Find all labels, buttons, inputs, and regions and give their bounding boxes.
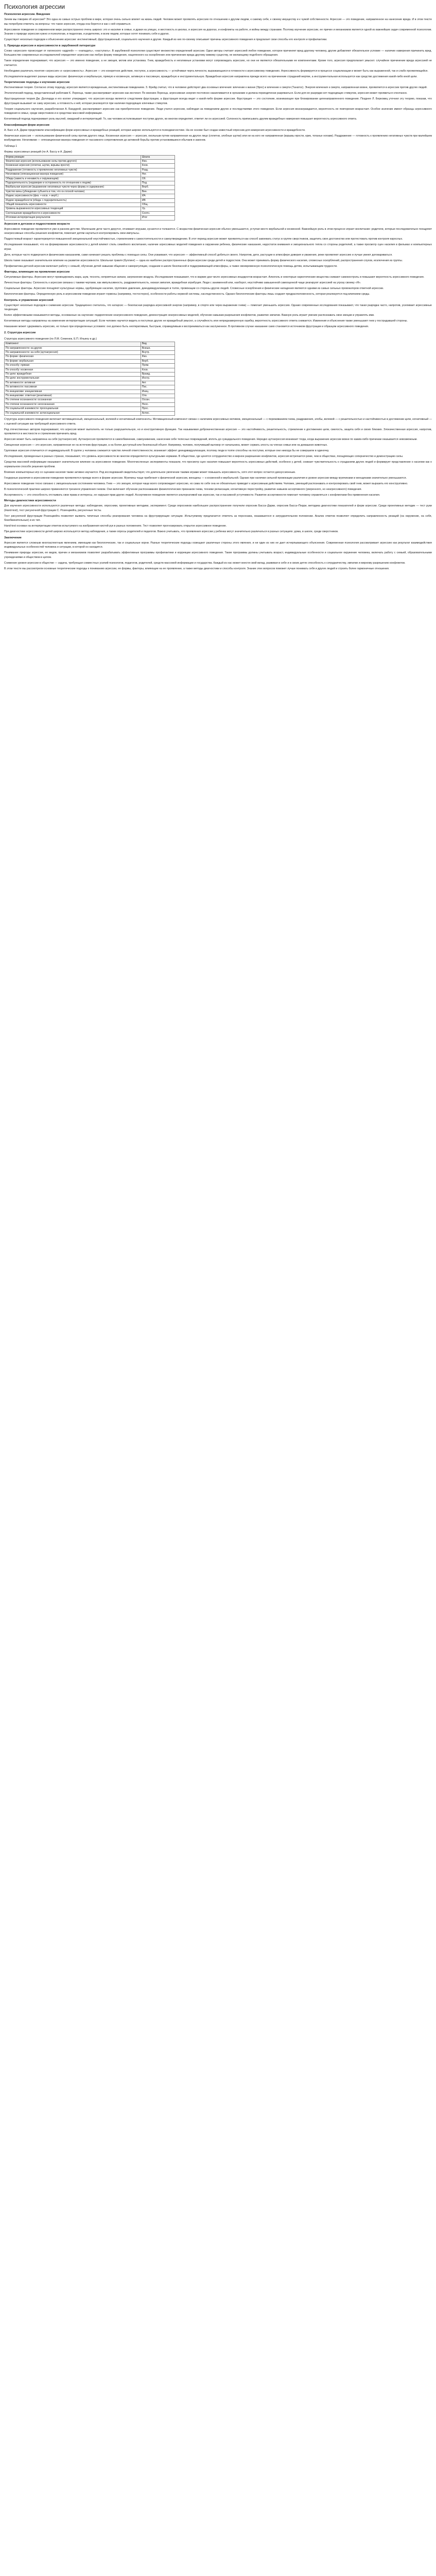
table-row <box>5 381 175 385</box>
table-cell: Разд. <box>141 168 175 172</box>
table-cell: Негативизм (оппозиционная манера поведения) <box>5 173 141 177</box>
table-row <box>5 342 175 346</box>
table-2-label: Структура агрессивного поведения (по Л.М. Семенюк, Е.П. Ильину и др.) <box>4 337 97 341</box>
section-heading: Психология агрессии. Введение <box>4 13 50 16</box>
section-heading: Классификация форм агрессии <box>4 123 49 127</box>
sections-part-2 <box>4 222 432 329</box>
paragraph: Инстинктивная теория. Согласно этому подходу, агрессия является врожденным, инстинктивным поведением. З. Фрейд считал, что в человеке действуют два основных влечения: влечение к жизни (Эрос) и влечение к смерти (Танатос). Энергия влечения к смерти, направленная вовне, проявляется в агрессии против других людей. <box>4 86 428 89</box>
table-cell: Соотн. <box>141 211 175 215</box>
paragraph: Биологические факторы. Определенную роль в агрессивном поведении играют гормоны (например, тестостерон), особенности работы нервной системы, наследственность. Однако биологические факторы лишь создают предрасположенность, которая реализуется под влиянием среды. <box>4 293 370 296</box>
table-row <box>5 181 175 185</box>
paragraph: При диагностике агрессивности детей широко используется метод наблюдения, а также опросы родителей и педагогов. Важно учитывать, что проявления агрессии у ребенка могут значительно различаться в разных ситуациях: дома, в школе, среди сверстников. <box>4 530 339 533</box>
table-row <box>5 364 175 368</box>
table-row <box>5 168 175 172</box>
table-row <box>5 164 175 168</box>
table-cell: По направленности: на других <box>5 346 141 350</box>
table-cell: По цели: враждебная <box>5 372 141 376</box>
table-row <box>5 350 175 354</box>
table-cell: Индекс враждебности (обида + подозрительность) <box>5 198 141 202</box>
table-cell: Внутр. <box>141 350 175 354</box>
table-cell: Уровень выраженности агрессивных тенденций <box>5 207 141 211</box>
paragraph: Исследователи выделяют разные виды агрессии: физическую и вербальную, прямую и косвенную, активную и пассивную, враждебную и инструментальную. Враждебная агрессия направлена прежде всего на причинение страданий жертве, а инструментальная используется как средство достижения какой-либо иной цели. <box>4 75 417 78</box>
paragraph: Исследования, проведенные в разных странах, показывают, что уровень агрессивности во многом определяется культурными нормами. В обществах, где ценятся сотрудничество и мирное разрешение конфликтов, агрессия встречается реже, чем в обществах, поощряющих соперничество и демонстрацию силы. <box>4 455 404 458</box>
table-cell: Итоговая интерпретация результатов <box>5 216 141 220</box>
table-cell: По степени осознанности: осознанная <box>5 398 141 402</box>
paragraph: Ситуативные факторы. Агрессию могут провоцировать жара, шум, теснота, неприятные запахи, загрязнение воздуха. Исследования показывают, что в жаркие дни число агрессивных инцидентов возрастает. Алкоголь и некоторые наркотические вещества снижают самоконтроль и повышают вероятность агрессивного поведения. <box>4 276 425 279</box>
paragraph: Подростковый возраст характеризуется повышенной эмоциональной неустойчивостью, стремлением к самостоятельности и самоутверждению. В этот период агрессия может проявляться как способ завоевать статус в группе сверстников, защитить свое достоинство или протестовать против контроля взрослых. <box>4 238 403 241</box>
table-cell: Вражд. <box>141 372 175 376</box>
table-cell: Отв. <box>141 394 175 398</box>
table-cell: Соотношение враждебности и агрессивности <box>5 211 141 215</box>
table-cell: Общ. <box>141 202 175 207</box>
table-row <box>5 402 175 406</box>
paragraph: Необходимо различать понятия «агрессия» и «агрессивность». Агрессия — это конкретное действие, поступок, а агрессивность — устойчивая черта личности, выражающаяся в готовности к агрессивному поведению. Агрессивность формируется в процессе социализации и может быть как выраженной, так и слабо проявляющейся. <box>4 69 428 73</box>
paragraph: Существует несколько подходов к снижению агрессии. Традиционно считалось, что катарсис — безопасная разрядка агрессивной энергии (например, в спорте или через выражение гнева) — помогает уменьшить агрессию. Однако современные исследования показывают, что такая разрядка часто, напротив, усиливает агрессивные тенденции. <box>4 303 432 312</box>
table-cell: Шкала <box>141 155 175 159</box>
paragraph: Гендерные различия в агрессивном поведении проявляются прежде всего в форме агрессии. Мужчины чаще прибегают к физической агрессии, женщины — к косвенной и вербальной. Однако при наличии сильной провокации различия в уровне агрессии между мужчинами и женщинами значительно уменьшаются. <box>4 476 407 480</box>
table-cell: Нег. <box>141 173 175 177</box>
table-cell: Индекс агрессивности (физ. + косв. + верб.) <box>5 194 141 198</box>
paragraph: Средства массовой информации оказывают значительное влияние на агрессивное поведение. Многочисленные эксперименты показали, что просмотр сцен насилия повышает вероятность агрессивных действий, особенно у детей, снижает чувствительность к страданиям других людей и формирует представление о насилии как о нормальном способе решения проблем. <box>4 461 432 468</box>
paragraph: Теория социального научения, разработанная А. Бандурой, рассматривает агрессию как приобретенное поведение. Люди учатся агрессии, наблюдая за поведением других и последствиями этого поведения. Если агрессия вознаграждается, вероятность ее повторения возрастает. Особое значение имеют образцы агрессивного поведения в семье, среди сверстников и в средствах массовой информации. <box>4 107 432 115</box>
table-cell: По способу: косвенная <box>5 368 141 372</box>
paragraph: Hand-test основан на интерпретации ответов испытуемого на изображения кистей рук в разных положениях. Тест позволяет прогнозировать открытое агрессивное поведение. <box>4 524 227 528</box>
table-row <box>5 377 175 381</box>
table-row <box>5 385 175 389</box>
paragraph: Агрессивное поведение в современном мире распространено очень широко: это и насилие в семье, и драки на улицах, и жестокость в школах, и агрессия на дорогах, и конфликты на работе, и войны между странами. Поэтому изучение агрессии, ее причин и механизмов является одной из важнейших задач современной психологии. Знание о природе агрессии нужно и психологам, и педагогам, и родителям, и всем людям, которые хотят понимать себя и других. <box>4 28 432 36</box>
table-1-label: Формы агрессивных реакций (по А. Бассу и А. Дарки) <box>4 150 72 154</box>
section-heading: Факторы, влияющие на проявление агрессии <box>4 270 70 274</box>
table-cell: По активности: пассивная <box>5 385 141 389</box>
table-cell: Акт. <box>141 381 175 385</box>
paragraph: Когнитивные методы направлены на изменение интерпретации ситуаций. Если человек научится видеть в поступках других не враждебный умысел, а случайность или непреднамеренную ошибку, вероятность агрессивного ответа снижается. Извинения и объяснения также уменьшают гнев у пострадавшей стороны. <box>4 319 408 323</box>
table-cell: Верб. <box>141 359 175 363</box>
table-row <box>5 159 175 163</box>
table-cell: Инстр. <box>141 377 175 381</box>
table-cell: По направленности: на себя (аутоагрессия) <box>5 350 141 354</box>
table-cell: По социальной значимости: антисоциальная <box>5 411 141 415</box>
table-row <box>5 173 175 177</box>
table-cell: Физическая агрессия (использование силы против другого) <box>5 159 141 163</box>
paragraph: Групповая агрессия отличается от индивидуальной. В группе у человека снижается чувство личной ответственности, возникает эффект деиндивидуализации, поэтому люди в толпе способны на поступки, которые они никогда бы не совершили в одиночку. <box>4 449 329 452</box>
section-heading: Агрессия в детском и подростковом возрасте <box>4 222 70 226</box>
table-cell: Верб. <box>141 185 175 190</box>
paragraph: Тест рисуночной фрустрации Розенцвейга позволяет выявить типичные способы реагирования человека на фрустрирующие ситуации. Испытуемому предлагается ответить за персонажа, оказавшегося в затруднительном положении. Анализ ответов позволяет определить направленность реакций (на окружение, на себя, безобвинительные) и их тип. <box>4 514 432 522</box>
table-row <box>5 190 175 194</box>
table-cell: ИА <box>141 194 175 198</box>
table-cell: По инициативе: инициативная <box>5 389 141 394</box>
table-row <box>5 185 175 190</box>
table-cell: Обида (зависть и ненависть к окружающим) <box>5 177 141 181</box>
table-row <box>5 211 175 215</box>
table-cell: Об. <box>141 177 175 181</box>
table-cell: Антис. <box>141 411 175 415</box>
section-heading: 1. Природа агрессии и агрессивности в зарубежной литературе <box>4 44 96 47</box>
table-row <box>5 407 175 411</box>
table-row <box>5 194 175 198</box>
table-row <box>5 207 175 211</box>
table-cell: Неос. <box>141 402 175 406</box>
table-row <box>5 198 175 202</box>
table-cell: По степени осознанности: неосознанная <box>5 402 141 406</box>
paragraph: В этом тексте мы рассмотрели основные теоретические подходы к пониманию агрессии, ее формы, факторы, влияющие на ее проявление, а также методы диагностики и способы контроля. Знание этих вопросов поможет лучше понимать себя и других людей и строить более гармоничные отношения. <box>4 567 390 570</box>
table-cell: Общий показатель агрессивности <box>5 202 141 207</box>
table-1-caption: Таблица 1 <box>4 144 18 148</box>
table-row <box>5 202 175 207</box>
table-cell: По форме: физическая <box>5 355 141 359</box>
table-cell: Косв. <box>141 368 175 372</box>
paragraph: Исследования показывают, что на формирование агрессивности у детей влияют стиль семейного воспитания, наличие агрессивных моделей поведения в окружении ребенка, физические наказания, недостаток внимания и эмоционального тепла со стороны родителей, а также просмотр сцен насилия в фильмах и компьютерных играх. <box>4 243 432 251</box>
paragraph: Агрессивное поведение проявляется уже в раннем детстве. Маленькие дети часто дерутся, отнимают игрушки, кусаются и толкаются. С возрастом физическая агрессия обычно уменьшается, уступая место вербальной и косвенной. Важнейшую роль в этом процессе играет воспитание: родители, которые последовательно поощряют неагрессивные способы решения конфликтов, помогают детям научиться контролировать свои импульсы. <box>4 227 432 235</box>
table-cell: Прос. <box>141 407 175 411</box>
sections-part-1 <box>4 12 432 143</box>
table-row <box>5 398 175 402</box>
paragraph: Дети, которые часто подвергаются физическим наказаниям, сами начинают решать проблемы с помощью силы. Они усваивают, что агрессия — эффективный способ добиться своего. Напротив, дети, растущие в атмосфере доверия и уважения, реже проявляют агрессию и лучше умеют договариваться. <box>4 253 393 257</box>
table-1 <box>4 155 175 221</box>
paragraph: А. Басс и А. Дарки предложили классификацию форм агрессивных и враждебных реакций, которая широко используется в психодиагностике. На ее основе был создан известный опросник для измерения агрессивности и враждебности. <box>4 128 306 132</box>
paragraph: В психологической практике широко применяются тренинги управления гневом. Они включают обучение распознаванию физиологических признаков гнева, техники релаксации, когнитивную перестройку, развитие навыков ассертивного (уверенного, но неагрессивного) поведения. <box>4 487 362 491</box>
table-row <box>5 372 175 376</box>
table-row <box>5 394 175 398</box>
paragraph: Фрустрационная теория Дж. Долларда и его коллег утверждает, что агрессия всегда является следствием фрустрации, а фрустрация всегда ведет к какой-либо форме агрессии. Фрустрация — это состояние, возникающее при блокировании целенаправленного поведения. Позднее Л. Берковиц уточнил эту теорию, показав, что фрустрация вызывает не саму агрессию, а готовность к ней, которая реализуется при наличии подходящих ключевых стимулов. <box>4 97 432 105</box>
table-cell: Косв. <box>141 164 175 168</box>
table-cell: По социальной значимости: просоциальная <box>5 407 141 411</box>
table-2-caption: 2. Структура агрессии <box>4 331 36 334</box>
table-row <box>5 359 175 363</box>
table-cell: Компонент <box>5 342 141 346</box>
paragraph: Снижение уровня агрессии в обществе — задача, требующая совместных усилий психологов, педагогов, родителей, средств массовой информации и государства. Каждый из нас может внести свой вклад, развивая в себе и в своих детях способность к сотрудничеству, эмпатии и мирному разрешению конфликтов. <box>4 561 406 565</box>
paragraph: Смещенная агрессия — это агрессия, направленная не на источник фрустрации, а на более доступный или безопасный объект. Например, человек, получивший выговор от начальника, может сорвать злость на членах семьи или на домашних животных. <box>4 444 328 447</box>
paragraph: Личностные факторы. Склонность к агрессии связана с такими чертами, как импульсивность, раздражительность, низкая эмпатия, враждебная атрибуция. Люди с заниженной или, наоборот, неустойчиво завышенной самооценкой чаще реагируют агрессией на угрозу своему «Я». <box>4 281 361 285</box>
table-cell: Прям. <box>141 364 175 368</box>
table-cell: По способу: прямая <box>5 364 141 368</box>
table-2-block <box>4 331 432 416</box>
table-cell: Вид <box>141 342 175 346</box>
document <box>0 0 436 579</box>
paragraph: Этологический подход, представленный работами К. Лоренца, также рассматривает агрессию как инстинкт. По мнению Лоренца, агрессивная энергия постоянно накапливается в организме и должна периодически разряжаться. Если для ее разрядки нет подходящих стимулов, агрессия может проявиться спонтанно. <box>4 92 408 95</box>
table-cell: По инициативе: ответная (реактивная) <box>5 394 141 398</box>
table-cell: Внешн. <box>141 346 175 350</box>
paragraph: Когнитивный подход подчеркивает роль мыслей, ожиданий и интерпретаций. То, как человек истолковывает поступки других, во многом определяет, ответит ли он агрессией. Склонность приписывать другим враждебные намерения повышает вероятность агрессивного ответа. <box>4 117 357 121</box>
paragraph: Слово «агрессия» происходит от латинского «aggredi» — «нападать», «наступать». В зарубежной психологии существует множество определений агрессии. Одни авторы считают агрессией любое поведение, которое причиняет вред другому человеку, другие добавляют обязательное условие — наличие намерения причинить вред. Большинство современных исследователей определяют агрессию как любую форму поведения, нацеленного на оскорбление или причинение вреда другому живому существу, не желающему подобного обращения. <box>4 49 432 57</box>
table-cell: Чувство вины (убеждение субъекта в том, что он плохой человек) <box>5 190 141 194</box>
table-2 <box>4 342 175 416</box>
table-row <box>5 346 175 350</box>
table-cell: ИВ <box>141 198 175 202</box>
paragraph: Наказание может сдерживать агрессию, но только при определенных условиях: оно должно быть неотвратимым, быстрым, справедливым и восприниматься как заслуженное. В противном случае наказание само становится источником фрустрации и образцом агрессивного поведения. <box>4 325 369 329</box>
table-cell: Под. <box>141 181 175 185</box>
table-row <box>5 411 175 415</box>
paragraph: Ряд отечественных авторов подчеркивают, что агрессия может выполнять не только разрушительную, но и конструктивную функцию. Так называемая доброкачественная агрессия — это настойчивость, решительность, стремление к достижению цели, смелость, защита себя и своих близких. Злокачественная агрессия, напротив, проявляется в жестокости и стремлении причинить вред. <box>4 428 432 435</box>
paragraph: Профилактика детской агрессии включает работу с семьей, обучение детей навыкам общения и саморегуляции, создание в школе безопасной и поддерживающей атмосферы, а также своевременную психологическую помощь детям, испытывающим трудности. <box>4 264 338 268</box>
page-title: Психология агрессии <box>4 3 65 10</box>
table-cell: Подозрительность (недоверие и осторожность по отношению к людям) <box>5 181 141 185</box>
table-cell: Косвенная агрессия (сплетни, шутки, взрывы ярости) <box>5 164 141 168</box>
paragraph: Ассертивность — это способность отстаивать свои права и интересы, не нарушая прав других людей. Ассертивное поведение является альтернативой как агрессии, так и пассивной уступчивости. Развитие ассертивности помогает человеку справляться с конфликтами без применения насилия. <box>4 493 380 497</box>
table-cell: По цели: инструментальная <box>5 377 141 381</box>
paragraph: Влияние компьютерных игр со сценами насилия также активно изучается. Ряд исследований свидетельствует, что длительное увлечение такими играми может повышать агрессивность, хотя этот вопрос остается дискуссионным. <box>4 470 296 474</box>
table-cell: Форма реакции <box>5 155 141 159</box>
table-cell: Физ. <box>141 159 175 163</box>
paragraph: Зачем мы говорим об агрессии? Это одна из самых острых проблем в мире, которая очень сильно влияет на жизнь людей. Человек может проявлять агрессию по отношению к другим людям, к самому себе, к своему имуществу и к чужой собственности. Агрессия — это поведение, направленное на нанесение вреда. И в этом тексте мы попробуем ответить на вопросы: что такое агрессия, откуда она берется и как с ней справиться. <box>4 18 432 26</box>
sections-part-3 <box>4 417 432 571</box>
paragraph: Структура агрессивного поведения включает мотивационный, эмоциональный, волевой и когнитивный компоненты. Мотивационный компонент связан с наличием агрессивных мотивов, эмоциональный — с переживанием гнева, раздражения, злобы, волевой — с решительностью и настойчивостью в достижении цели, когнитивный — с оценкой ситуации как требующей агрессивного ответа. <box>4 418 432 426</box>
paragraph: Школа также оказывает значительное влияние на развитие агрессивности. Школьная травля (буллинг) — одна из наиболее распространенных форм агрессии среди детей и подростков. Она может принимать форму физического насилия, словесных оскорблений, распространения слухов, исключения из группы. <box>4 259 403 262</box>
table-cell: Ур. <box>141 207 175 211</box>
paragraph: Существует несколько подходов к объяснению агрессии: инстинктивный, фрустрационный, социального научения и другие. Каждый из них по-своему описывает причины агрессивного поведения и предлагает свои способы его контроля и профилактики. <box>4 38 327 41</box>
table-cell: Итог <box>141 216 175 220</box>
table-cell: По активности: активная <box>5 381 141 385</box>
table-cell: Физ. <box>141 355 175 359</box>
section-heading: Методы диагностики агрессивности <box>4 499 56 502</box>
table-cell: Вербальная агрессия (выражение негативных чувств через форму и содержание) <box>5 185 141 190</box>
table-cell: Вин. <box>141 190 175 194</box>
table-cell: Пас. <box>141 385 175 389</box>
table-cell: По форме: вербальная <box>5 359 141 363</box>
section-heading: Контроль и управление агрессией <box>4 298 54 302</box>
paragraph: Понимание природы агрессии, ее видов, причин и механизмов позволяет разрабатывать эффективные программы профилактики и коррекции агрессивного поведения. Такие программы должны учитывать возраст, индивидуальные особенности и социальное окружение человека, включать работу с семьей, образовательными учреждениями и обществом в целом. <box>4 551 432 559</box>
table-1-block <box>4 144 432 221</box>
table-row <box>5 155 175 159</box>
table-row <box>5 389 175 394</box>
paragraph: Агрессия может быть направлена на себя (аутоагрессия). Аутоагрессия проявляется в самообвинении, самоунижении, нанесении себе телесных повреждений, вплоть до суицидального поведения. Нередко аутоагрессия возникает тогда, когда выражение агрессии вовне по каким-либо причинам оказывается невозможным. <box>4 438 417 441</box>
table-cell: Осозн. <box>141 398 175 402</box>
paragraph: Для изучения агрессивности используются различные методы: наблюдение, опросники, проективные методики, эксперимент. Среди опросников наибольшее распространение получили опросник Басса–Дарки, опросник Басса–Перри, методика диагностики показателей и форм агрессии. Среди проективных методик — тест руки (Hand-test), тест рисуночной фрустрации С. Розенцвейга, рисуночные тесты. <box>4 504 432 512</box>
paragraph: Более эффективными оказываются методы, основанные на научении: подкрепление неагрессивного поведения, демонстрация неагрессивных моделей, обучение навыкам разрешения конфликтов, развитие эмпатии. Важную роль играет умение распознавать свои эмоции и управлять ими. <box>4 314 375 317</box>
table-row <box>5 177 175 181</box>
table-row <box>5 368 175 372</box>
section-heading: Заключение <box>4 536 22 539</box>
paragraph: Социальные факторы. Агрессию поощряют культурные нормы, одобряющие насилие, групповое давление, деиндивидуализация в толпе, провокации со стороны других людей. Словесные оскорбления и физические нападения являются одними из самых сильных провокаторов ответной агрессии. <box>4 287 384 291</box>
paragraph: Агрессия является сложным многоаспектным явлением, имеющим как биологические, так и социальные корни. Разные теоретические подходы освещают различные стороны этого явления, и ни один из них не дает исчерпывающего объяснения. Современная психология рассматривает агрессию как результат взаимодействия индивидуальных особенностей человека и ситуации, в которой он находится. <box>4 541 432 549</box>
paragraph: Агрессивное поведение тесно связано с эмоциональным состоянием человека. Гнев — это эмоция, которая чаще всего сопровождает агрессию, но сама по себе она не обязательно приводит к агрессивным действиям. Человек, умеющий распознавать и контролировать свой гнев, может выразить его конструктивно. <box>4 482 408 485</box>
table-row <box>5 216 175 220</box>
table-cell: Иниц. <box>141 389 175 394</box>
table-row <box>5 355 175 359</box>
section-heading: Теоретические подходы к изучению агрессии <box>4 81 70 84</box>
paragraph: Физическая агрессия — использование физической силы против другого лица. Косвенная агрессия — агрессия, окольным путем направленная на другое лицо (сплетни, злобные шутки) или ни на кого не направленная (взрывы ярости, крик, топанье ногами). Раздражение — готовность к проявлению негативных чувств при малейшем возбуждении. Негативизм — оппозиционная манера поведения от пассивного сопротивления до активной борьбы против установившихся обычаев и законов. <box>4 134 432 142</box>
table-cell: Раздражение (готовность к проявлению негативных чувств) <box>5 168 141 172</box>
paragraph: Такое определение подчеркивает, что агрессия — это именно поведение, а не эмоция, мотив или установка. Гнев, враждебность и негативные установки могут сопровождать агрессию, но они не являются обязательными ее компонентами. Кроме того, агрессия предполагает умысел: случайное причинение вреда агрессией не считается. <box>4 59 432 67</box>
